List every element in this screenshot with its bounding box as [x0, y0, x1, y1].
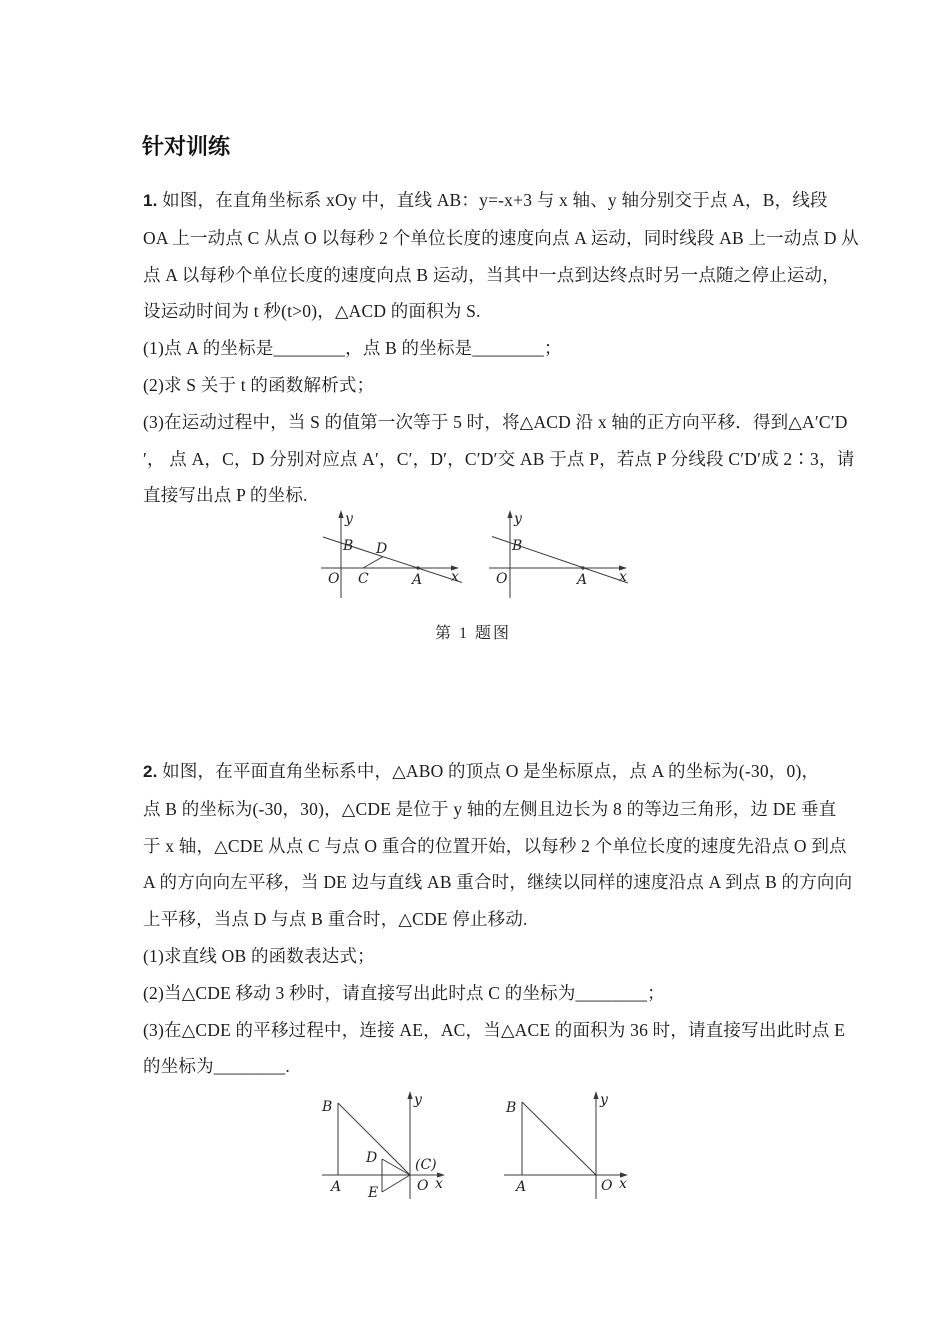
problem2-line: A 的方向向左平移，当 DE 边与直线 AB 重合时，继续以同样的速度沿点 A 到点 B 的方向向 — [143, 872, 853, 893]
y-axis-label: y — [345, 511, 353, 527]
problem1-line: (2)求 S 关于 t 的函数解析式； — [143, 374, 375, 395]
problem1-text — [143, 182, 859, 514]
segment-bo — [522, 1102, 596, 1175]
problem1-line: 直接写出点 P 的坐标. — [143, 485, 308, 506]
problem2-line-blank-e: 的坐标为________. — [143, 1056, 290, 1077]
segment-eo — [382, 1175, 410, 1192]
problem1-line: 设运动时间为 t 秒(t>0)，△ACD 的面积为 S. — [143, 301, 481, 322]
y-axis-arrow-icon — [338, 510, 343, 518]
figure1-right-diagram — [489, 510, 628, 598]
y-axis-label: y — [414, 1092, 422, 1108]
point-d-label: D — [366, 1150, 378, 1166]
origin-label: O — [601, 1178, 613, 1194]
point-a-label: A — [412, 572, 423, 588]
y-axis-label: y — [600, 1092, 608, 1108]
problem2-line: 2. 如图，在平面直角坐标系中，△ABO 的顶点 O 是坐标原点，点 A 的坐标为(-30，0)， — [143, 761, 820, 781]
origin-label: O — [496, 571, 508, 587]
x-axis-label: x — [435, 1176, 443, 1192]
point-c-label: (C) — [415, 1157, 437, 1173]
problem1-line: 点 A 以每秒个单位长度的速度向点 B 运动，当其中一点到达终点时另一点随之停止运动， — [143, 264, 840, 285]
problem1-line: 1. 如图，在直角坐标系 xOy 中，直线 AB：y=-x+3 与 x 轴、y 轴分别交于点 A，B，线段 — [143, 190, 828, 210]
figure1-left-diagram — [321, 510, 462, 598]
y-axis-arrow-icon — [407, 1091, 412, 1099]
point-b-label: B — [512, 538, 523, 554]
problem1-number: 1. — [143, 191, 158, 210]
figure1-diagrams — [315, 505, 645, 605]
figure2-left-diagram — [321, 1091, 445, 1201]
problem1-line: OA 上一动点 C 从点 O 以每秒 2 个单位长度的速度向点 A 运动，同时线段 AB 上一动点 D 从 — [143, 227, 859, 248]
problem2-text — [143, 753, 853, 1085]
figure1-caption: 第 1 题图 — [434, 625, 511, 642]
problem2-number: 2. — [143, 762, 158, 781]
x-axis-label: x — [619, 1176, 627, 1192]
problem2-line: 上平移，当点 D 与点 B 重合时，△CDE 停止移动. — [143, 909, 528, 930]
segment-cd — [363, 557, 383, 568]
point-a-label: A — [331, 1179, 342, 1195]
origin-label: O — [417, 1178, 429, 1194]
point-c-label: C — [358, 571, 369, 587]
figure2-diagrams — [315, 1085, 645, 1210]
y-axis-arrow-icon — [507, 510, 512, 518]
y-axis-arrow-icon — [593, 1091, 598, 1099]
problem2-line: 于 x 轴，△CDE 从点 C 与点 O 重合的位置开始，以每秒 2 个单位长度的速度先沿点 O 到点 — [143, 835, 847, 856]
x-axis-label: x — [451, 569, 459, 585]
figure2-right-diagram — [504, 1091, 628, 1199]
problem2-line: (3)在△CDE 的平移过程中，连接 AE，AC，当△ACE 的面积为 36 时，请直接写出此时点 E — [143, 1019, 846, 1040]
point-a-dot — [416, 566, 419, 569]
point-b-label: B — [322, 1099, 333, 1115]
point-d-label: D — [376, 541, 388, 557]
problem2-line: 点 B 的坐标为(-30，30)，△CDE 是位于 y 轴的左侧且边长为 8 的等边三角形，边 DE 垂直 — [143, 798, 837, 819]
y-axis-label: y — [514, 511, 522, 527]
page-title: 针对训练 — [142, 134, 231, 159]
point-a-dot — [581, 566, 584, 569]
point-b-label: B — [506, 1100, 517, 1116]
origin-label: O — [328, 571, 340, 587]
problem2-line: (1)求直线 OB 的函数表达式； — [143, 945, 375, 966]
problem1-line-blank-a-b: (1)点 A 的坐标是________，点 B 的坐标是________； — [143, 338, 562, 359]
point-a-label: A — [577, 572, 588, 588]
problem1-line: ′， 点 A，C，D 分别对应点 A′，C′，D′，C′D′交 AB 于点 P，若点 P 分线段 C′D′成 2∶3，请 — [143, 448, 855, 469]
x-axis-label: x — [619, 569, 627, 585]
point-a-label: A — [516, 1179, 527, 1195]
point-b-label: B — [343, 538, 354, 554]
problem2-line-blank-c: (2)当△CDE 移动 3 秒时，请直接写出此时点 C 的坐标为________； — [143, 982, 665, 1003]
point-e-label: E — [368, 1185, 379, 1201]
problem1-line: (3)在运动过程中，当 S 的值第一次等于 5 时，将△ACD 沿 x 轴的正方向平移．得到△A′C′D — [143, 411, 848, 432]
